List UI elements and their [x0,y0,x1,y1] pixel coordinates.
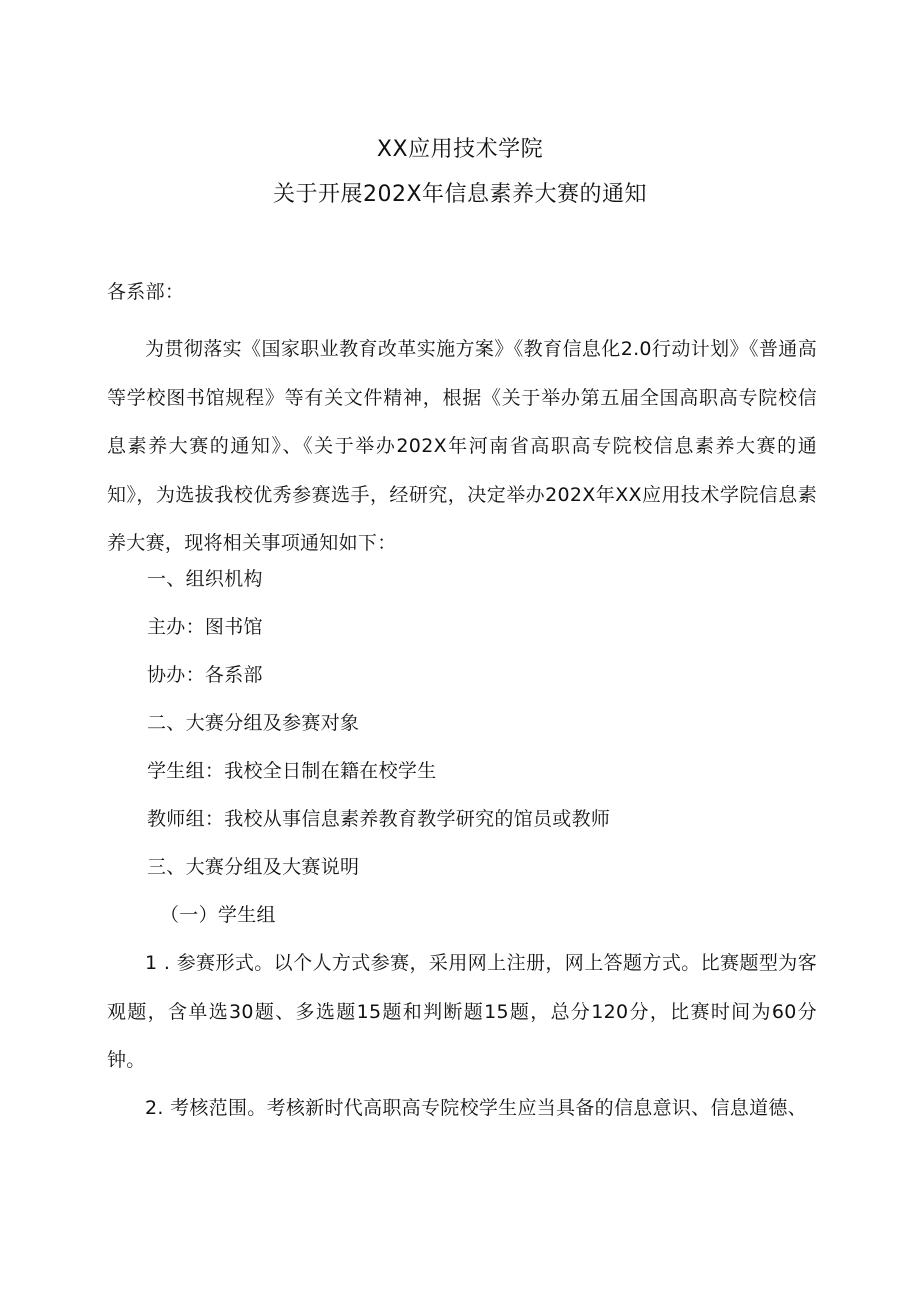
document-title-notice: 关于开展202X年信息素养大赛的通知 [272,182,648,207]
salutation: 各系部： [107,281,185,303]
section-heading-rules: 三、大赛分组及大赛说明 [147,856,360,878]
host-line: 主办：图书馆 [147,616,263,638]
rule-paragraph-scope: 2. 考核范围。考核新时代高职高专院校学生应当具备的信息意识、信息道德、 [145,1097,807,1119]
student-group-line: 学生组：我校全日制在籍在校学生 [147,760,437,782]
rule-paragraph-format: 1 . 参赛形式。以个人方式参赛，采用网上注册，网上答题方式。比赛题型为客观题，含单选30题、多选题15题和判断题15题，总分120分，比赛时间为60分钟。 [107,952,817,1071]
teacher-group-line: 教师组：我校从事信息素养教育教学研究的馆员或教师 [147,808,611,830]
section-heading-organization: 一、组织机构 [147,568,263,590]
subsection-heading-student: （一）学生组 [160,904,276,926]
intro-paragraph: 为贯彻落实《国家职业教育改革实施方案》《教育信息化2.0行动计划》《普通高等学校图书馆规程》等有关文件精神，根据《关于举办第五届全国高职高专院校信息素养大赛的通知》、《关于举办202X年河南省高职高专院校信息素养大赛的通知》，为选拔我校优秀参赛选手，经研究，决定举办202X年XX应用技术学院信息素养大赛，现将相关事项通知如下： [107,338,817,554]
section-heading-groups: 二、大赛分组及参赛对象 [147,712,360,734]
document-title-institution: XX应用技术学院 [376,137,544,162]
co-host-line: 协办：各系部 [147,664,263,686]
